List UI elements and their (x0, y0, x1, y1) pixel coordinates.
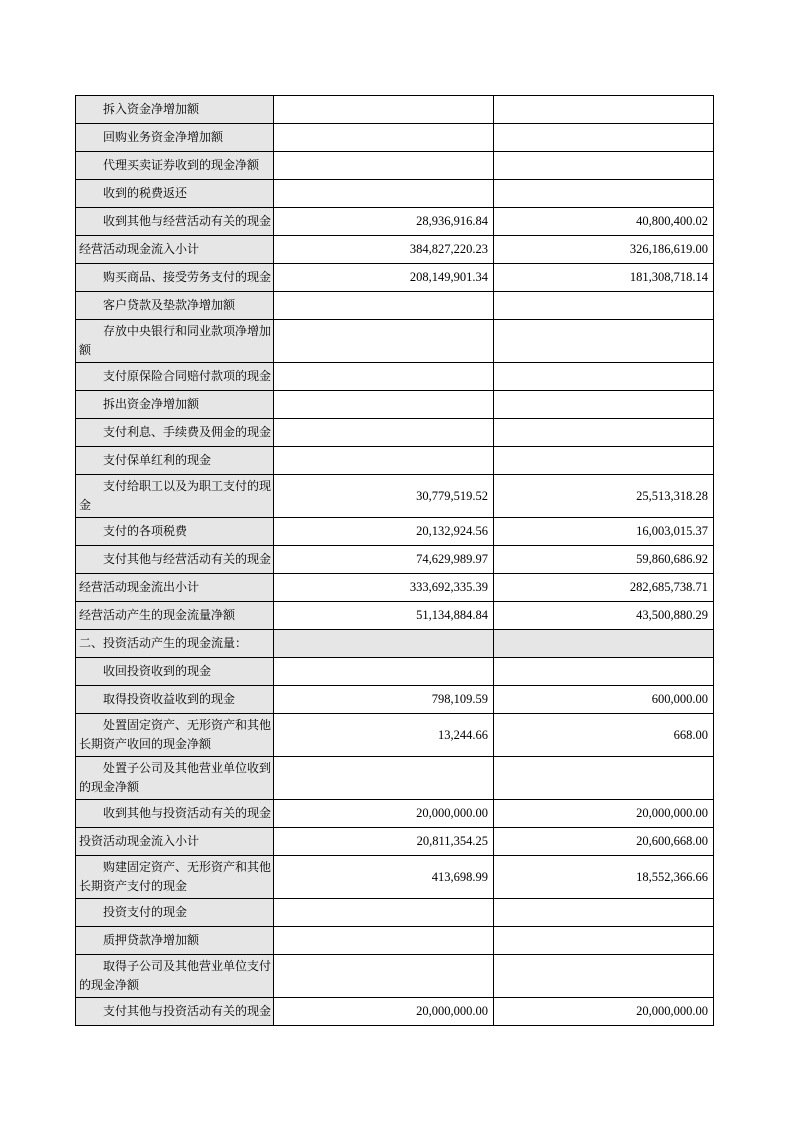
row-value-col1: 20,000,000.00 (274, 800, 494, 828)
row-label: 支付保单红利的现金 (76, 447, 274, 475)
row-value-col1 (274, 927, 494, 955)
row-value-col2: 18,552,366.66 (494, 856, 714, 899)
row-value-col2: 668.00 (494, 714, 714, 757)
row-value-col1 (274, 363, 494, 391)
row-value-col1: 413,698.99 (274, 856, 494, 899)
row-value-col2: 282,685,738.71 (494, 574, 714, 602)
row-value-col1 (274, 658, 494, 686)
table-row (76, 152, 714, 180)
row-value-col1 (274, 955, 494, 998)
row-value-col2 (494, 292, 714, 320)
table-row (76, 518, 714, 546)
row-value-col1: 333,692,335.39 (274, 574, 494, 602)
row-value-col1: 208,149,901.34 (274, 264, 494, 292)
row-value-col1 (274, 391, 494, 419)
row-label: 购买商品、接受劳务支付的现金 (76, 264, 274, 292)
row-value-col2 (494, 152, 714, 180)
row-label: 支付给职工以及为职工支付的现金 (76, 475, 274, 518)
row-value-col2 (494, 96, 714, 124)
row-value-col1 (274, 152, 494, 180)
table-row (76, 264, 714, 292)
row-label: 经营活动现金流出小计 (76, 574, 274, 602)
cash-flow-table (75, 95, 714, 1026)
row-value-col1: 20,000,000.00 (274, 998, 494, 1026)
table-row (76, 447, 714, 475)
table-row (76, 686, 714, 714)
row-label: 代理买卖证券收到的现金净额 (76, 152, 274, 180)
row-label: 取得投资收益收到的现金 (76, 686, 274, 714)
row-value-col2 (494, 391, 714, 419)
table-row (76, 391, 714, 419)
table-row (76, 208, 714, 236)
row-value-col2: 43,500,880.29 (494, 602, 714, 630)
row-value-col1: 384,827,220.23 (274, 236, 494, 264)
table-row (76, 955, 714, 998)
table-row (76, 546, 714, 574)
row-label: 处置固定资产、无形资产和其他长期资产收回的现金净额 (76, 714, 274, 757)
row-label: 支付利息、手续费及佣金的现金 (76, 419, 274, 447)
table-row (76, 320, 714, 363)
row-value-col1 (274, 757, 494, 800)
row-value-col2: 326,186,619.00 (494, 236, 714, 264)
row-value-col2 (494, 927, 714, 955)
row-value-col1 (274, 292, 494, 320)
row-value-col2: 20,000,000.00 (494, 800, 714, 828)
row-label: 收到其他与经营活动有关的现金 (76, 208, 274, 236)
row-value-col1 (274, 419, 494, 447)
row-value-col1 (274, 320, 494, 363)
row-label: 收回投资收到的现金 (76, 658, 274, 686)
row-label: 支付其他与投资活动有关的现金 (76, 998, 274, 1026)
row-label: 客户贷款及垫款净增加额 (76, 292, 274, 320)
row-label: 拆入资金净增加额 (76, 96, 274, 124)
table-row (76, 899, 714, 927)
table-row (76, 363, 714, 391)
table-row (76, 714, 714, 757)
row-value-col1: 28,936,916.84 (274, 208, 494, 236)
row-label: 投资支付的现金 (76, 899, 274, 927)
table-row (76, 124, 714, 152)
table-row (76, 856, 714, 899)
row-value-col1 (274, 447, 494, 475)
row-value-col2 (494, 658, 714, 686)
table-row (76, 574, 714, 602)
row-value-col1: 30,779,519.52 (274, 475, 494, 518)
table-row (76, 180, 714, 208)
table-row (76, 757, 714, 800)
row-value-col2 (494, 899, 714, 927)
row-value-col2: 181,308,718.14 (494, 264, 714, 292)
row-label: 回购业务资金净增加额 (76, 124, 274, 152)
row-label: 购建固定资产、无形资产和其他长期资产支付的现金 (76, 856, 274, 899)
row-value-col2 (494, 419, 714, 447)
row-label: 经营活动产生的现金流量净额 (76, 602, 274, 630)
row-value-col2: 59,860,686.92 (494, 546, 714, 574)
row-value-col2 (494, 320, 714, 363)
table-row (76, 658, 714, 686)
row-value-col1: 74,629,989.97 (274, 546, 494, 574)
section-header-row (76, 630, 714, 658)
row-value-col1: 798,109.59 (274, 686, 494, 714)
table-row (76, 236, 714, 264)
table-row (76, 292, 714, 320)
row-value-col2: 25,513,318.28 (494, 475, 714, 518)
table-row (76, 927, 714, 955)
row-value-col2: 20,000,000.00 (494, 998, 714, 1026)
row-label: 收到其他与投资活动有关的现金 (76, 800, 274, 828)
table-row (76, 96, 714, 124)
row-label: 拆出资金净增加额 (76, 391, 274, 419)
row-value-col2: 600,000.00 (494, 686, 714, 714)
section-title: 二、投资活动产生的现金流量： (76, 630, 274, 658)
row-value-col2 (494, 363, 714, 391)
row-label: 支付原保险合同赔付款项的现金 (76, 363, 274, 391)
row-value-col1: 20,132,924.56 (274, 518, 494, 546)
row-label: 经营活动现金流入小计 (76, 236, 274, 264)
row-value-col2 (494, 630, 714, 658)
cash-flow-table-body (76, 96, 714, 1026)
row-value-col2: 20,600,668.00 (494, 828, 714, 856)
table-row (76, 475, 714, 518)
row-value-col2 (494, 955, 714, 998)
table-row (76, 998, 714, 1026)
row-value-col2 (494, 124, 714, 152)
row-value-col1: 20,811,354.25 (274, 828, 494, 856)
row-value-col1: 51,134,884.84 (274, 602, 494, 630)
row-label: 支付的各项税费 (76, 518, 274, 546)
table-row (76, 419, 714, 447)
row-value-col2: 16,003,015.37 (494, 518, 714, 546)
row-label: 支付其他与经营活动有关的现金 (76, 546, 274, 574)
row-value-col1 (274, 96, 494, 124)
row-value-col2 (494, 180, 714, 208)
table-row (76, 602, 714, 630)
row-value-col1 (274, 630, 494, 658)
row-value-col1 (274, 180, 494, 208)
row-value-col1 (274, 124, 494, 152)
table-row (76, 800, 714, 828)
row-label: 取得子公司及其他营业单位支付的现金净额 (76, 955, 274, 998)
row-label: 处置子公司及其他营业单位收到的现金净额 (76, 757, 274, 800)
row-label: 投资活动现金流入小计 (76, 828, 274, 856)
table-row (76, 828, 714, 856)
row-value-col1 (274, 899, 494, 927)
row-label: 质押贷款净增加额 (76, 927, 274, 955)
row-label: 收到的税费返还 (76, 180, 274, 208)
row-value-col2 (494, 757, 714, 800)
row-value-col1: 13,244.66 (274, 714, 494, 757)
row-value-col2: 40,800,400.02 (494, 208, 714, 236)
row-value-col2 (494, 447, 714, 475)
row-label: 存放中央银行和同业款项净增加额 (76, 320, 274, 363)
